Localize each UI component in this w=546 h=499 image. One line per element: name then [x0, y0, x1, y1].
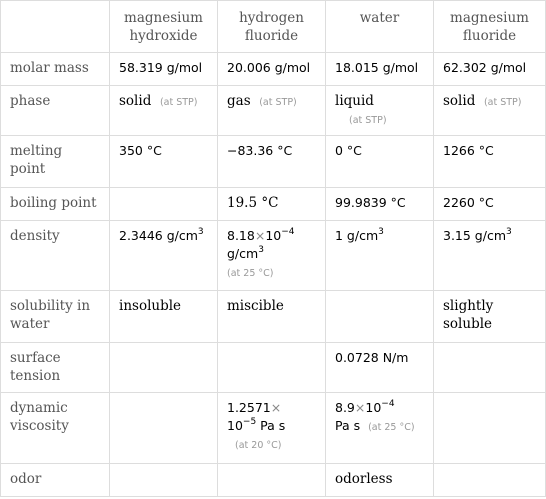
cell-value: 18.015 g/mol	[326, 53, 434, 86]
condition-note: (at STP)	[349, 115, 387, 126]
row-label: density	[1, 221, 110, 291]
row-phase	[1, 86, 546, 136]
phase-text: solid	[119, 93, 152, 109]
cell-value: 0.0728 N/m	[326, 343, 434, 393]
row-solubility	[1, 291, 546, 343]
row-label: molar mass	[1, 53, 110, 86]
header-row	[1, 1, 546, 53]
row-melting-point	[1, 136, 546, 188]
cell-value	[110, 86, 218, 136]
row-label: dynamic viscosity	[1, 393, 110, 464]
cell-value: 2260 °C	[434, 188, 546, 221]
header-magnesium-hydroxide: magnesium hydroxide	[110, 1, 218, 53]
row-surface-tension	[1, 343, 546, 393]
cell-value: slightly soluble	[434, 291, 546, 343]
cell-value: 0 °C	[326, 136, 434, 188]
phase-text: solid	[443, 93, 476, 109]
cell-value: 62.302 g/mol	[434, 53, 546, 86]
cell-value	[110, 188, 218, 221]
row-label: odor	[1, 464, 110, 497]
cell-value: 20.006 g/mol	[218, 53, 326, 86]
cell-value: 19.5 °C	[218, 188, 326, 221]
row-molar-mass	[1, 53, 546, 86]
row-label: solubility in water	[1, 291, 110, 343]
cell-value	[434, 464, 546, 497]
header-magnesium-fluoride: magnesium fluoride	[434, 1, 546, 53]
row-density	[1, 221, 546, 291]
row-label: surface tension	[1, 343, 110, 393]
cell-value: 58.319 g/mol	[110, 53, 218, 86]
cell-value: 350 °C	[110, 136, 218, 188]
cell-value	[326, 86, 434, 136]
row-label: phase	[1, 86, 110, 136]
row-label: melting point	[1, 136, 110, 188]
cell-value: −83.36 °C	[218, 136, 326, 188]
row-dynamic-viscosity	[1, 393, 546, 464]
cell-value: insoluble	[110, 291, 218, 343]
cell-value: 1266 °C	[434, 136, 546, 188]
cell-value	[434, 343, 546, 393]
cell-value: 1.2571× $10^{-5}$ Pa s (at 20 °C)	[218, 393, 326, 464]
header-empty	[1, 1, 110, 53]
condition-note: (at STP)	[483, 97, 522, 108]
cell-value: odorless	[326, 464, 434, 497]
cell-value	[110, 343, 218, 393]
cell-value	[218, 343, 326, 393]
cell-value: 3.15 $g/cm^3$	[434, 221, 546, 291]
cell-value	[218, 464, 326, 497]
cell-value: 99.9839 °C	[326, 188, 434, 221]
cell-value: $8.18\times 10^{-4}$ $g/cm^3$ (at 25 °C)	[218, 221, 326, 291]
cell-value: miscible	[218, 291, 326, 343]
cell-value: 1 $g/cm^3$	[326, 221, 434, 291]
row-boiling-point	[1, 188, 546, 221]
cell-value: $8.9\times 10^{-4}$ Pa s (at 25 °C)	[326, 393, 434, 464]
cell-value	[110, 393, 218, 464]
cell-value	[110, 464, 218, 497]
condition-note: (at 25 °C)	[368, 422, 415, 433]
row-label: boiling point	[1, 188, 110, 221]
condition-note: (at STP)	[259, 97, 297, 108]
cell-value	[326, 291, 434, 343]
condition-note: (at 20 °C)	[235, 440, 282, 451]
cell-value	[434, 86, 546, 136]
header-hydrogen-fluoride: hydrogen fluoride	[218, 1, 326, 53]
cell-value	[218, 86, 326, 136]
cell-value	[434, 393, 546, 464]
phase-text: liquid	[335, 93, 374, 109]
condition-note: (at 25 °C)	[227, 268, 274, 279]
condition-note: (at STP)	[159, 97, 198, 108]
header-water: water	[326, 1, 434, 53]
row-odor	[1, 464, 546, 497]
phase-text: gas	[227, 93, 251, 109]
cell-value: 2.3446 $g/cm^3$	[110, 221, 218, 291]
